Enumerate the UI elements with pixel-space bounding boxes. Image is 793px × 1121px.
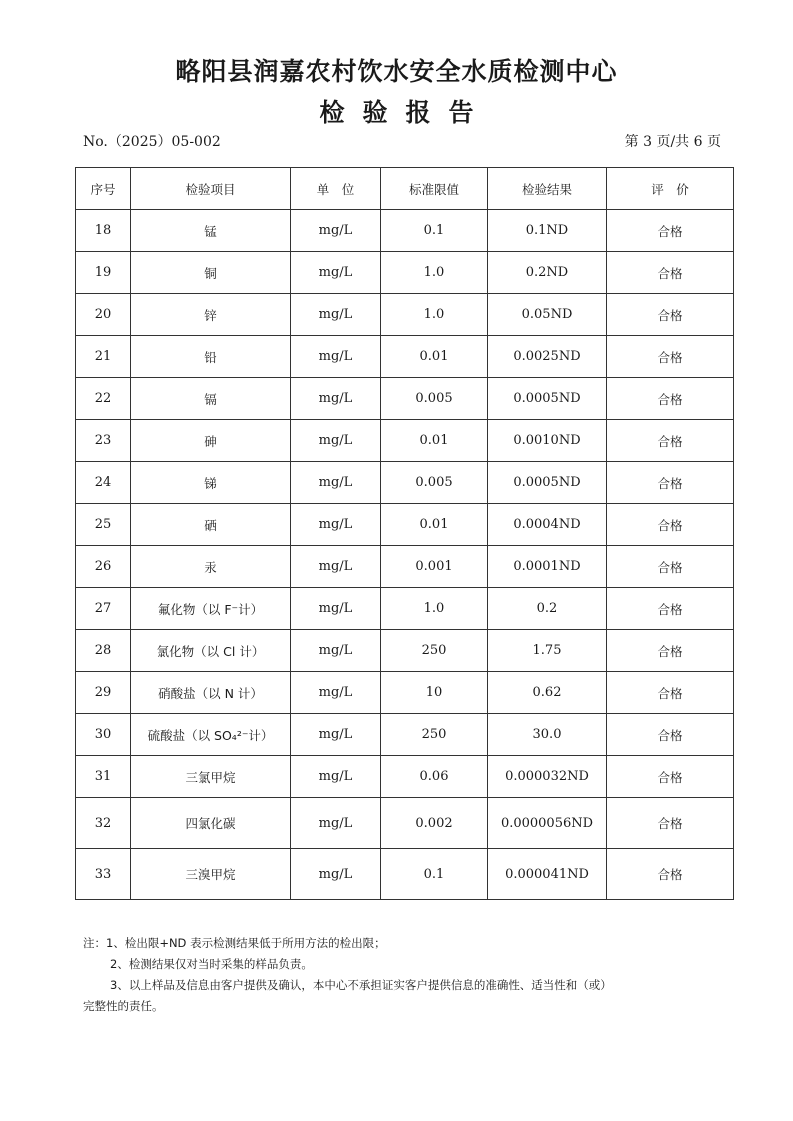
cell-eval: 合格 [607,756,734,798]
table-row [76,504,734,546]
cell-item: 汞 [131,546,291,588]
cell-no: 27 [76,588,131,630]
cell-unit: mg/L [291,849,381,900]
cell-eval: 合格 [607,294,734,336]
cell-item: 锌 [131,294,291,336]
cell-eval: 合格 [607,714,734,756]
cell-limit: 250 [381,714,488,756]
cell-no: 19 [76,252,131,294]
cell-result: 0.05ND [488,294,607,336]
cell-no: 31 [76,756,131,798]
cell-result: 0.000032ND [488,756,607,798]
cell-limit: 0.01 [381,336,488,378]
cell-limit: 1.0 [381,294,488,336]
cell-unit: mg/L [291,336,381,378]
cell-item: 铅 [131,336,291,378]
cell-eval: 合格 [607,504,734,546]
cell-result: 0.2ND [488,252,607,294]
cell-eval: 合格 [607,672,734,714]
cell-item: 铜 [131,252,291,294]
note-line: 完整性的责任。 [83,999,164,1013]
cell-result: 0.62 [488,672,607,714]
table-row [76,336,734,378]
cell-limit: 1.0 [381,588,488,630]
cell-result: 0.000041ND [488,849,607,900]
cell-item: 硫酸盐（以 SO₄²⁻计） [131,714,291,756]
cell-no: 24 [76,462,131,504]
cell-no: 22 [76,378,131,420]
cell-limit: 0.002 [381,798,488,849]
cell-unit: mg/L [291,630,381,672]
cell-result: 0.0001ND [488,546,607,588]
cell-eval: 合格 [607,210,734,252]
table-row [76,672,734,714]
cell-eval: 合格 [607,849,734,900]
cell-no: 23 [76,420,131,462]
cell-eval: 合格 [607,420,734,462]
cell-limit: 10 [381,672,488,714]
note-line: 2、检测结果仅对当时采集的样品负责。 [110,957,313,971]
cell-result: 0.0005ND [488,378,607,420]
table-header-row [76,168,734,210]
cell-item: 锑 [131,462,291,504]
cell-unit: mg/L [291,378,381,420]
cell-result: 0.0005ND [488,462,607,504]
cell-item: 三氯甲烷 [131,756,291,798]
cell-unit: mg/L [291,714,381,756]
cell-unit: mg/L [291,672,381,714]
cell-eval: 合格 [607,546,734,588]
col-header-unit: 单 位 [291,168,381,210]
cell-unit: mg/L [291,210,381,252]
cell-no: 33 [76,849,131,900]
cell-unit: mg/L [291,504,381,546]
cell-item: 四氯化碳 [131,798,291,849]
cell-limit: 0.1 [381,849,488,900]
col-header-limit: 标准限值 [381,168,488,210]
cell-no: 21 [76,336,131,378]
note-line: 注：1、检出限+ND 表示检测结果低于所用方法的检出限； [83,936,386,950]
col-header-eval: 评 价 [607,168,734,210]
note-line: 3、以上样品及信息由客户提供及确认，本中心不承担证实客户提供信息的准确性、适当性和（或） [110,978,612,992]
cell-unit: mg/L [291,462,381,504]
table-row [76,849,734,900]
cell-unit: mg/L [291,420,381,462]
cell-no: 30 [76,714,131,756]
cell-result: 0.0010ND [488,420,607,462]
cell-limit: 0.005 [381,378,488,420]
table-row [76,798,734,849]
table-row [76,714,734,756]
table-row [76,420,734,462]
cell-unit: mg/L [291,294,381,336]
cell-eval: 合格 [607,462,734,504]
cell-limit: 0.06 [381,756,488,798]
cell-item: 氟化物（以 F⁻计） [131,588,291,630]
cell-no: 26 [76,546,131,588]
cell-item: 锰 [131,210,291,252]
table-row [76,294,734,336]
cell-eval: 合格 [607,630,734,672]
cell-result: 1.75 [488,630,607,672]
cell-eval: 合格 [607,378,734,420]
cell-eval: 合格 [607,252,734,294]
cell-unit: mg/L [291,252,381,294]
cell-item: 氯化物（以 Cl 计） [131,630,291,672]
table-row [76,756,734,798]
col-header-result: 检验结果 [488,168,607,210]
cell-eval: 合格 [607,336,734,378]
cell-result: 0.1ND [488,210,607,252]
cell-item: 三溴甲烷 [131,849,291,900]
cell-item: 硝酸盐（以 N 计） [131,672,291,714]
cell-limit: 0.005 [381,462,488,504]
cell-eval: 合格 [607,588,734,630]
cell-no: 18 [76,210,131,252]
cell-item: 镉 [131,378,291,420]
cell-limit: 0.01 [381,504,488,546]
cell-limit: 0.001 [381,546,488,588]
table-row [76,588,734,630]
table-row [76,378,734,420]
page-indicator: 第 3 页/共 6 页 [624,134,721,150]
cell-no: 20 [76,294,131,336]
table-row [76,630,734,672]
col-header-item: 检验项目 [131,168,291,210]
cell-no: 32 [76,798,131,849]
cell-limit: 0.01 [381,420,488,462]
table-row [76,210,734,252]
cell-eval: 合格 [607,798,734,849]
table-row [76,252,734,294]
cell-item: 硒 [131,504,291,546]
cell-limit: 1.0 [381,252,488,294]
cell-result: 0.0000056ND [488,798,607,849]
cell-limit: 250 [381,630,488,672]
cell-result: 30.0 [488,714,607,756]
cell-unit: mg/L [291,798,381,849]
notes-section [83,933,733,1017]
cell-result: 0.0025ND [488,336,607,378]
cell-unit: mg/L [291,546,381,588]
cell-no: 28 [76,630,131,672]
cell-limit: 0.1 [381,210,488,252]
cell-unit: mg/L [291,588,381,630]
table-row [76,462,734,504]
cell-item: 砷 [131,420,291,462]
cell-no: 25 [76,504,131,546]
report-number: No.（2025）05-002 [83,134,221,150]
cell-unit: mg/L [291,756,381,798]
results-table [75,167,734,900]
cell-no: 29 [76,672,131,714]
cell-result: 0.2 [488,588,607,630]
report-title: 略阳县润嘉农村饮水安全水质检测中心 [175,57,618,86]
cell-result: 0.0004ND [488,504,607,546]
table-row [76,546,734,588]
col-header-no: 序号 [76,168,131,210]
report-subtitle: 检验报告 [319,98,492,127]
